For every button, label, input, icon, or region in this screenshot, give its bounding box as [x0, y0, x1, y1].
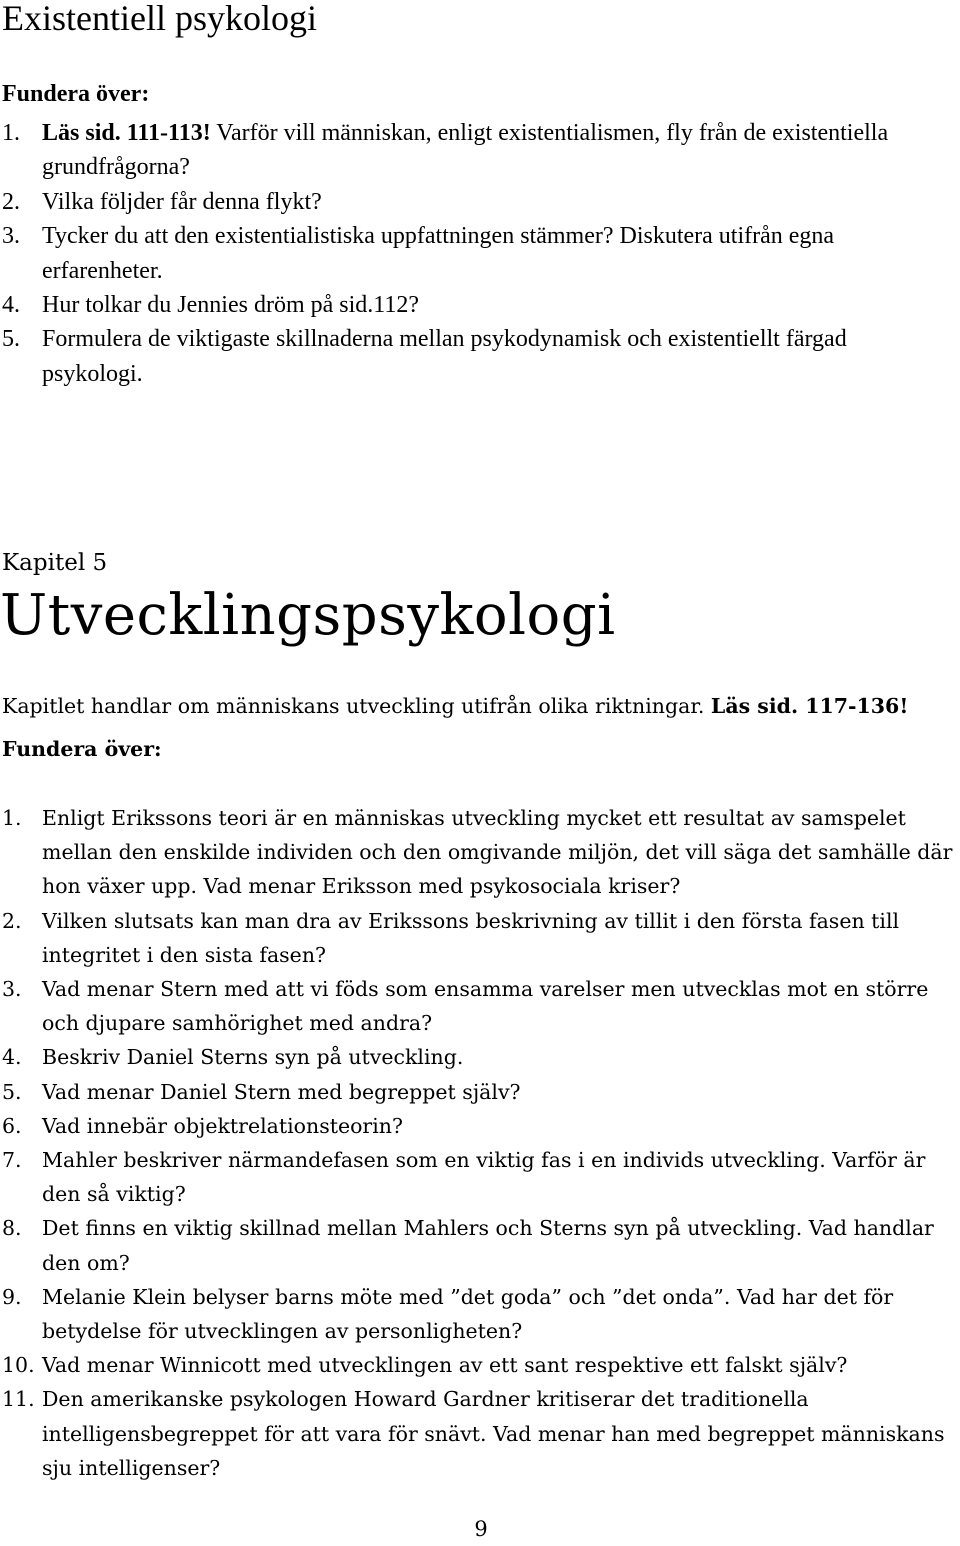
- question-text: Varför vill människan, enligt existentialismen, fly från de existentiella grundfrågorna?: [42, 120, 889, 181]
- list-item: [0, 116, 940, 185]
- chapter-intro: [2, 691, 908, 721]
- list-item: [0, 288, 940, 322]
- item-number: 4.: [2, 1045, 22, 1070]
- list-item: [0, 1382, 955, 1485]
- item-number: 2.: [2, 908, 22, 933]
- item-number: 3.: [2, 977, 22, 1002]
- item-number: 5.: [2, 326, 20, 353]
- section-title: Existentiell psykologi: [2, 0, 317, 38]
- item-number: 10.: [2, 1353, 35, 1378]
- item-number: 8.: [2, 1216, 22, 1241]
- question-text: Den amerikanske psykologen Howard Gardner kritiserar det traditionella intelligensbegreppet för att vara för snävt. Vad menar han med begreppet människans sju intelligenser?: [42, 1387, 945, 1480]
- question-text: Melanie Klein belyser barns möte med ”det goda” och ”det onda”. Vad har det för betydelse för utvecklingen av personligheten?: [42, 1284, 894, 1344]
- list-item: [0, 1040, 955, 1074]
- question-text: Vad innebär objektrelationsteorin?: [42, 1113, 403, 1138]
- question-text: Formulera de viktigaste skillnaderna mellan psykodynamisk och existentiellt färgad psykologi.: [42, 326, 847, 387]
- list-item: [0, 322, 940, 391]
- list-item: [0, 801, 955, 904]
- reflection-heading: Fundera över:: [2, 81, 150, 107]
- list-item: [0, 1109, 955, 1143]
- page-number: 9: [474, 1517, 488, 1541]
- item-number: 2.: [2, 188, 20, 215]
- question-list-development: [0, 801, 955, 1485]
- chapter-label: Kapitel 5: [2, 550, 108, 576]
- list-item: [0, 1143, 955, 1211]
- question-text: Vad menar Daniel Stern med begreppet själv?: [42, 1079, 521, 1104]
- list-item: [0, 219, 940, 288]
- question-text: Vad menar Stern med att vi föds som ensamma varelser men utvecklas mot en större och djupare samhörighet med andra?: [42, 977, 929, 1036]
- item-number: 1.: [2, 806, 22, 830]
- question-text: Enligt Erikssons teori är en människas utveckling mycket ett resultat av samspelet mellan den enskilde individen och den omgivande miljön, det vill säga det samhälle där hon växer upp. Vad menar Eriksson med psykosociala kriser?: [42, 806, 953, 899]
- list-item: [0, 1280, 955, 1348]
- item-number: 11.: [2, 1387, 35, 1412]
- question-text: Mahler beskriver närmandefasen som en viktig fas i en individs utveckling. Varför är den så viktig?: [42, 1148, 926, 1207]
- list-item: [0, 1348, 955, 1382]
- question-text: Beskriv Daniel Sterns syn på utveckling.: [42, 1045, 464, 1070]
- list-item: [0, 1075, 955, 1109]
- intro-text: Kapitlet handlar om människans utveckling utifrån olika riktningar.: [2, 694, 711, 718]
- item-number: 9.: [2, 1284, 22, 1309]
- question-text: Vilka följder får denna flykt?: [42, 188, 322, 215]
- item-number: 5.: [2, 1079, 22, 1104]
- question-text: Hur tolkar du Jennies dröm på sid.112?: [42, 292, 420, 319]
- item-number: 6.: [2, 1113, 22, 1138]
- item-number: 1.: [2, 120, 20, 146]
- question-list-existential: [0, 116, 940, 391]
- question-text: Tycker du att den existentialistiska uppfattningen stämmer? Diskutera utifrån egna erfarenheter.: [42, 223, 835, 284]
- item-number: 4.: [2, 292, 20, 319]
- question-text: Vilken slutsats kan man dra av Erikssons beskrivning av tillit i den första fasen till integritet i den sista fasen?: [42, 908, 900, 967]
- item-number: 7.: [2, 1148, 22, 1173]
- reading-reference: Läs sid. 111-113!: [42, 120, 211, 146]
- item-number: 3.: [2, 223, 20, 250]
- list-item: [0, 1211, 955, 1279]
- question-text: Vad menar Winnicott med utvecklingen av ett sant respektive ett falskt själv?: [42, 1353, 848, 1378]
- chapter-title: Utvecklingspsykologi: [0, 583, 616, 648]
- list-item: [0, 904, 955, 972]
- list-item: [0, 972, 955, 1040]
- question-text: Det finns en viktig skillnad mellan Mahlers och Sterns syn på utveckling. Vad handlar den om?: [42, 1216, 934, 1275]
- reading-reference: Läs sid. 117-136!: [710, 694, 909, 718]
- reflection-heading: Fundera över:: [2, 737, 162, 761]
- list-item: [0, 185, 940, 219]
